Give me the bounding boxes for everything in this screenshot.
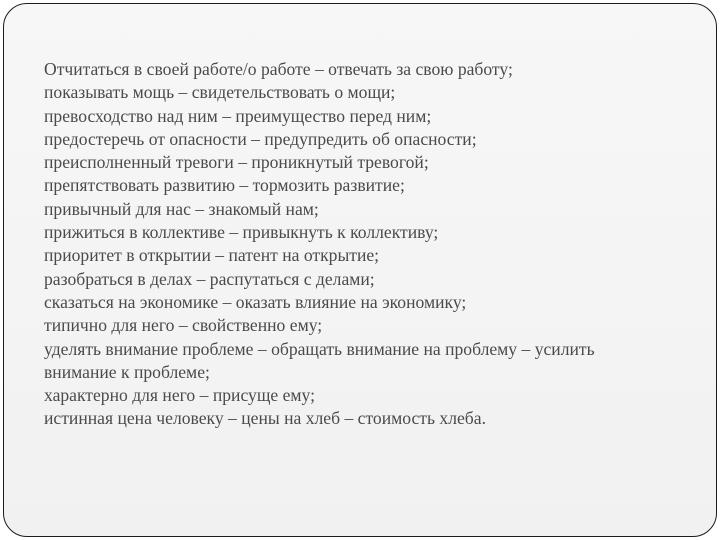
text-line: типично для него – свойственно ему;	[44, 315, 323, 336]
text-line: характерно для него – присуще ему;	[44, 385, 315, 406]
text-line: Отчитаться в своей работе/о работе – отвечать за свою работу;	[44, 59, 513, 79]
text-line: предостеречь от опасности – предупредить об опасности;	[44, 128, 477, 149]
text-line: внимание к проблеме;	[44, 361, 210, 382]
slide-text-body	[44, 58, 694, 431]
text-line: истинная цена человеку – цены на хлеб – стоимость хлеба.	[44, 408, 486, 429]
text-line: препятствовать развитию – тормозить развитие;	[44, 175, 405, 196]
text-line: показывать мощь – свидетельствовать о мощи;	[44, 82, 396, 103]
slide-frame	[3, 3, 717, 537]
text-line: разобраться в делах – распутаться с делами;	[44, 268, 375, 289]
text-line: превосходство над ним – преимущество перед ним;	[44, 105, 432, 126]
text-line: приоритет в открытии – патент на открытие;	[44, 245, 380, 266]
text-line: привычный для нас – знакомый нам;	[44, 198, 319, 219]
text-line: прижиться в коллективе – привыкнуть к коллективу;	[44, 222, 439, 243]
text-line: сказаться на экономике – оказать влияние на экономику;	[44, 291, 467, 312]
text-line: уделять внимание проблеме – обращать внимание на проблему – усилить	[44, 338, 595, 359]
text-line: преисполненный тревоги – проникнутый тревогой;	[44, 152, 429, 173]
